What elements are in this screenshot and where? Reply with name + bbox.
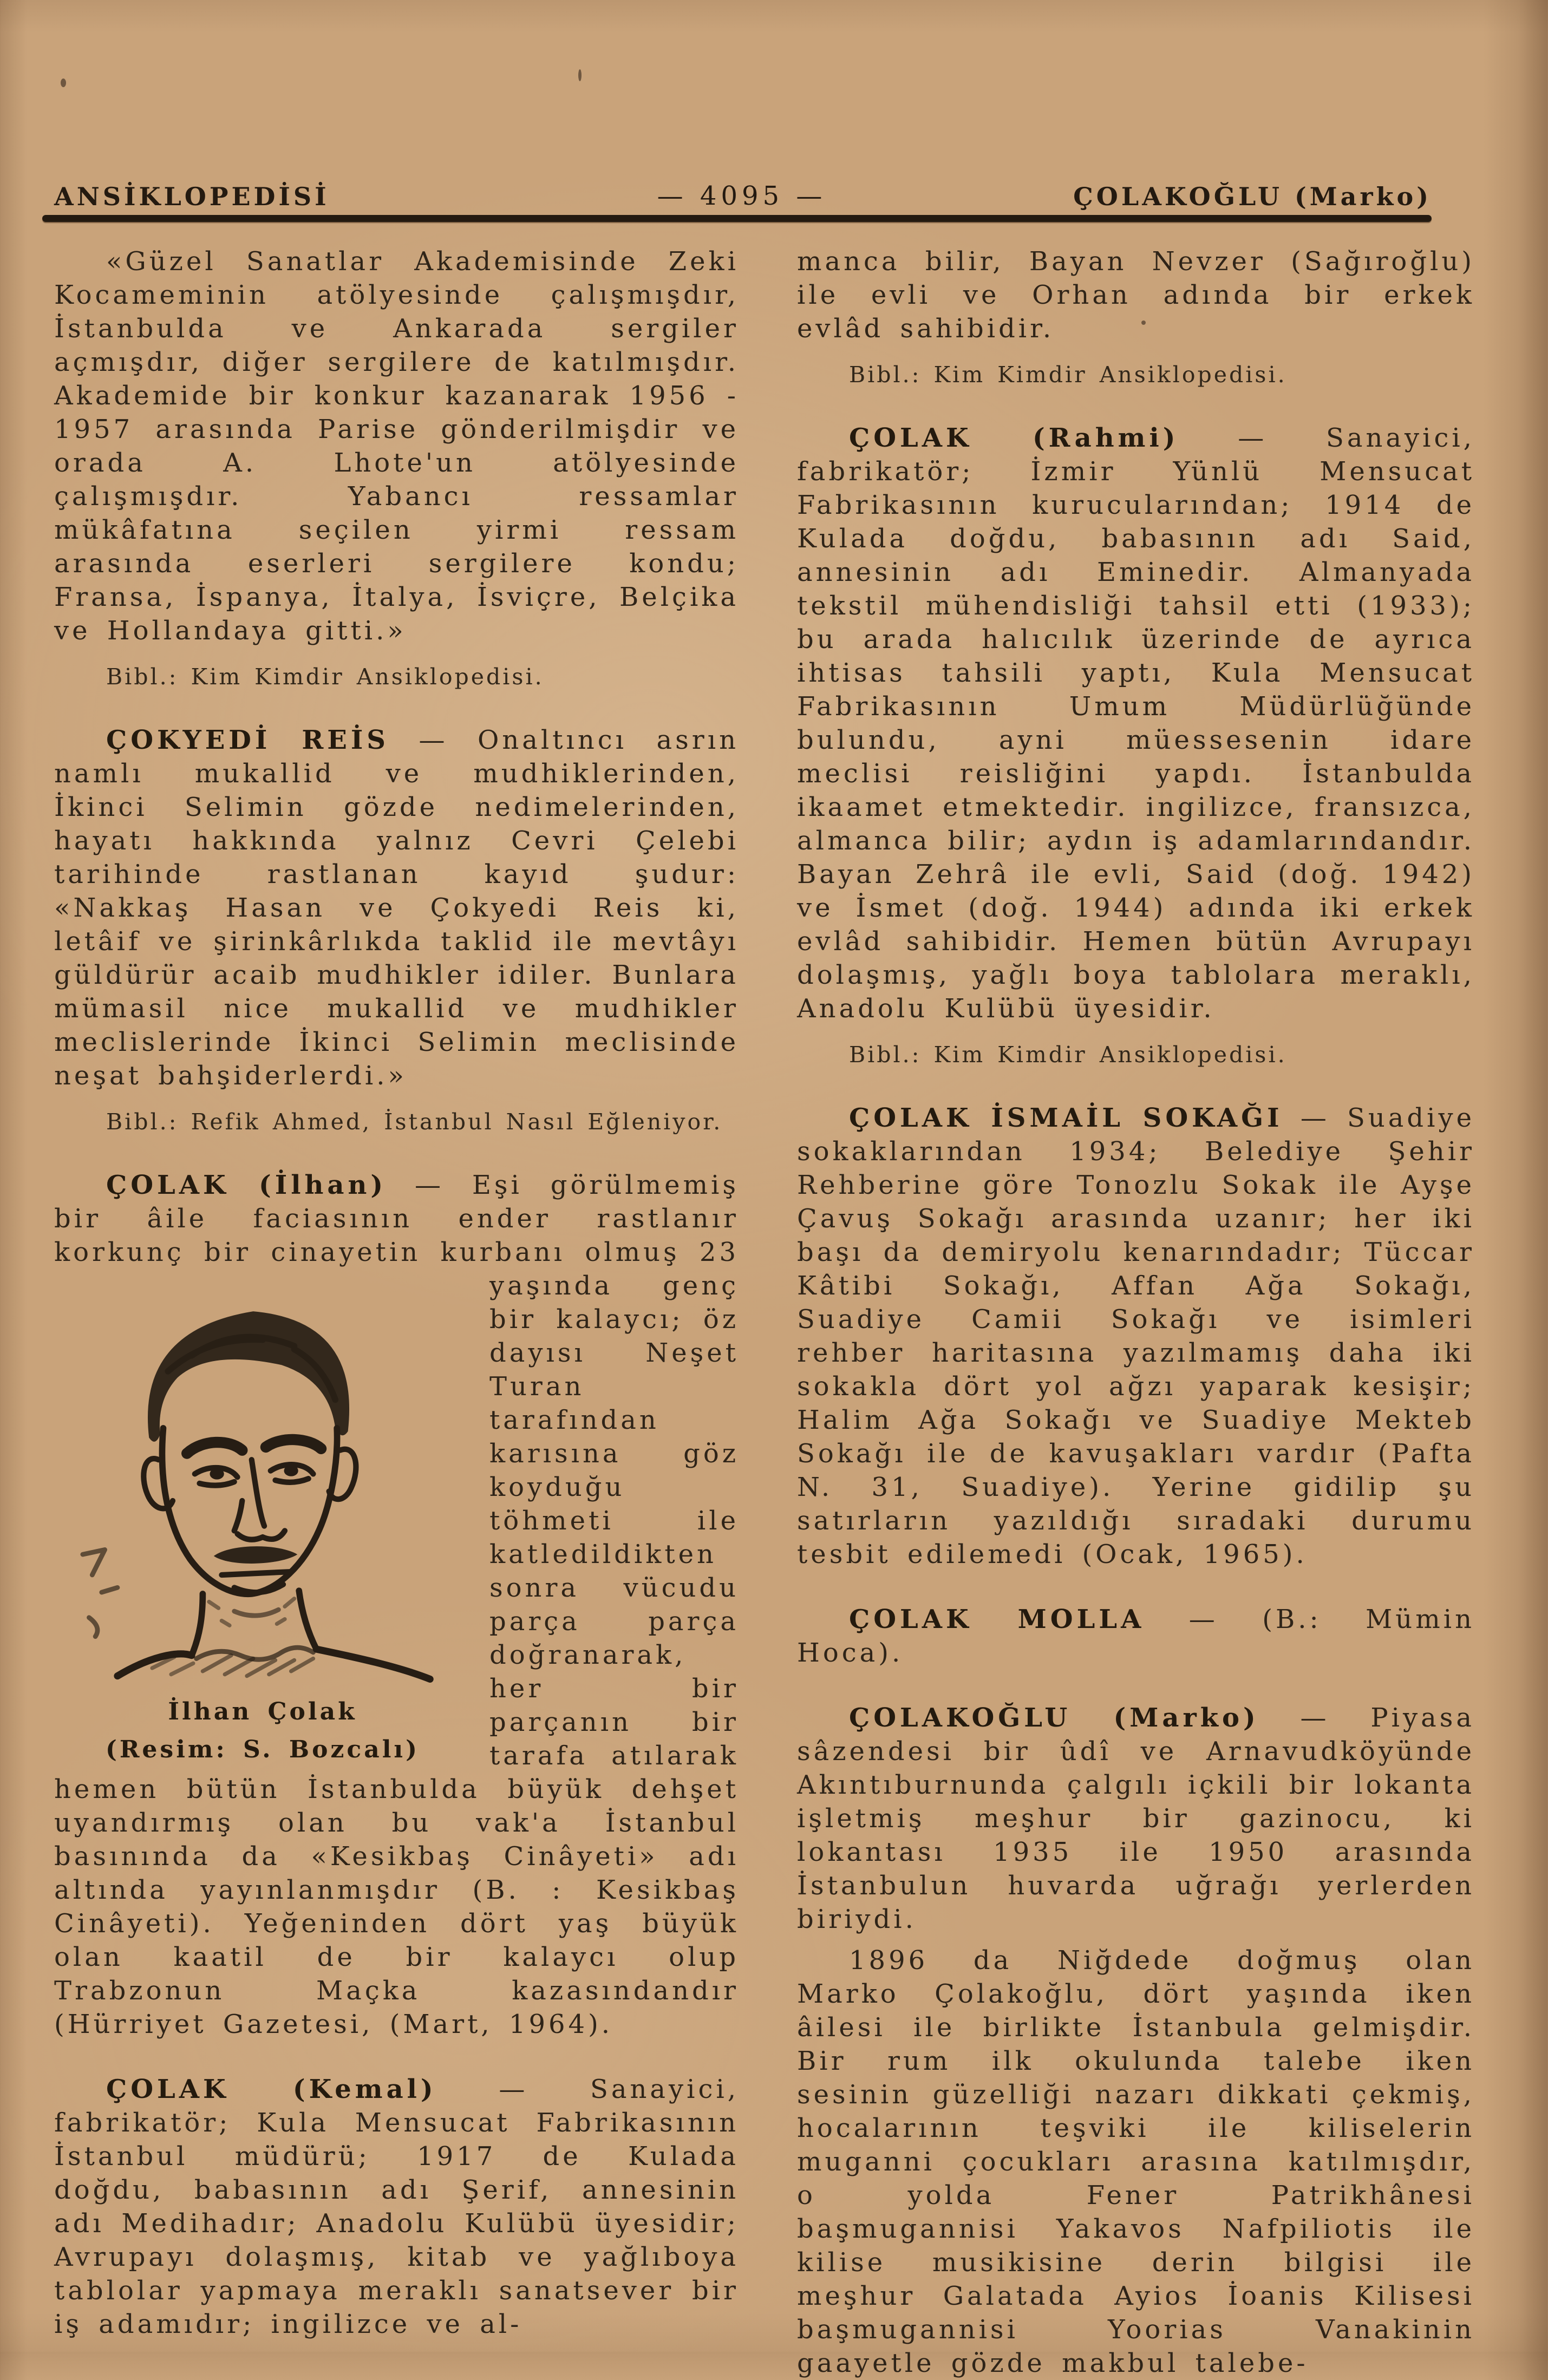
header-rule — [42, 215, 1432, 222]
portrait-face — [143, 1428, 356, 1625]
entry-heading: ÇOLAK İSMAİL SOKAĞI — [849, 1103, 1283, 1133]
column-left — [54, 245, 739, 2341]
portrait-caption-name: İlhan Çolak — [168, 1698, 357, 1725]
entry-text: — Eşi görülmemiş bir âile faciasının ender rastlanır korkunç bir cinayetin kurbanı olmuş 23 yaşında genç — [54, 1170, 740, 1301]
column-right — [797, 245, 1475, 2380]
entry-heading: ÇOLAK (İlhan) — [106, 1170, 387, 1200]
entry-text: — Sanayici, fabrikatör; İzmir Yünlü Mensucat Fabrikasının kurucularından; 1914 de Kulada doğdu, babasının adı Said, annesinin adı Eminedir. Almanyada tekstil mühendisliği tahsil etti (1933); bu arada halıcılık üzerinde de ayrıca ihtisas tahsili yaptı, Kula Mensucat Fabrikasının Umum Müdürlüğünde bulundu, ayni müessesenin idare meclisi reisliğini yapdı. İstanbulda ikaamet etmektedir. ingilizce, fransızca, almanca bilir; aydın iş adamlarındandır. Bayan Zehrâ ile evli, Said (doğ. 1942) ve İsmet (doğ. 1944) adında iki erkek evlâd sahibidir. Hemen bütün Avrupayı dolaşmış, yağlı boya tablolara meraklı, Anadolu Kulübü üyesidir. — [797, 423, 1475, 1024]
entry-colak-ismail-sokagi — [797, 1101, 1475, 1571]
entry-heading: ÇOLAK (Rahmi) — [849, 423, 1179, 453]
entry-text: — Sanayici, fabrikatör; Kula Mensucat Fabrikasının İstanbul müdürü; 1917 de Kulada doğdu, babasının adı Şerif, annesinin adı Medihadır; Anadolu Kulübü üyesidir; Avrupayı dolaşmış, kitab ve yağlıboya tablolar yapmaya meraklı sanatsever bir iş adamıdır; ingilizce ve al- — [54, 2074, 740, 2339]
entry-text: — Onaltıncı asrın namlı mukallid ve mudhiklerinden, İkinci Selimin gözde nedimelerinden, hayatı hakkında yalnız Cevri Çelebi tarihinde rastlanan kayıd şudur: «Nakkaş Hasan ve Çokyedi Reis ki, letâif ve şirinkârlıkda taklid ile mevtâyı güldürür acaib mudhikler idiler. Bunlara mümasil nice mukallid ve mudhikler meclislerinde İkinci Selimin meclisinde neşat bahşiderlerdi.» — [54, 725, 740, 1091]
bibl-reference-refik-ahmed: Bibl.: Refik Ahmed, İstanbul Nasıl Eğleniyor. — [106, 1109, 723, 1135]
portrait-hair — [148, 1311, 349, 1442]
entry-colak-kemal-continuation: manca bilir, Bayan Nevzer (Sağıroğlu) ile evli ve Orhan adında bir erkek evlâd sahibidir. — [797, 246, 1475, 344]
entry-colakoglu-marko-continued: 1896 da Niğdede doğmuş olan Marko Çolakoğlu, dört yaşında iken âilesi ile birlikte İstanbula gelmişdir. Bir rum ilk okulunda talebe iken sesinin güzelliği nazarı dikkati çekmiş, hocalarının teşviki ile kiliselerin muganni çocukları arasına katılmışdır, o yolda Fener Patrikhânesi başmugannisi Yakavos Nafpiliotis ile kilise musikisine derin bilgisi ile meşhur Galatada Ayios İoanis Kilisesi başmugannisi Yoorias Vanakinin gaayetle gözde makbul talebe- — [797, 1945, 1475, 2378]
header-page-number: — 4095 — — [657, 181, 827, 211]
portrait-stray-marks — [83, 1549, 117, 1636]
entry-colak-kemal — [54, 2072, 739, 2341]
header-title-left: ANSİKLOPEDİSİ — [54, 182, 330, 211]
entry-colak-ilhan — [54, 1168, 739, 2041]
entry-text: — Suadiye sokaklarından 1934; Belediye Şehir Rehberine göre Tonozlu Sokak ile Ayşe Çavuş Sokağı arasında uzanır; her iki başı da demiryolu kenarındadır; Tüccar Kâtibi Sokağı, Affan Ağa Sokağı, Suadiye Camii Sokağı ve isimleri rehber haritasına yazılmamış daha iki sokakla dört yol ağzı yaparak kesişir; Halim Ağa Sokağı ve Suadiye Mekteb Sokağı ile de kavuşakları vardır (Pafta N. 31, Suadiye). Yerine gidilip şu satırların yazıldığı sıradaki durumu tesbit edilemedi (Ocak, 1965). — [797, 1103, 1475, 1570]
entry-text-after-figure: bir kalaycı; öz dayısı Neşet Turan tarafından karısına göz koyduğu töhmeti ile katledildikten sonra vücudu parça parça doğranarak, her bir parçanın bir tarafa atılarak hemen bütün İstanbulda büyük dehşet uyandırmış olan bu vak'a İstanbul basınında da «Kesikbaş Cinâyeti» adı altında yayınlanmışdır (B. : Kesikbaş Cinâyeti). Yeğeninden dört yaş büyük olan kaatil de bir kalaycı olup Trabzonun Maçka kazasındandır (Hürriyet Gazetesi, (Mart, 1964). — [54, 1304, 739, 2039]
entry-colak-rahmi — [797, 421, 1475, 1025]
portrait-mustache — [214, 1546, 298, 1564]
ink-speck — [61, 79, 66, 87]
entry-continuation-zeki-kocamemi: «Güzel Sanatlar Akademisinde Zeki Kocameminin atölyesinde çalışmışdır, İstanbulda ve Ankarada sergiler açmışdır, diğer sergilere de katılmışdır. Akademide bir konkur kazanarak 1956 - 1957 arasında Parise gönderilmişdir ve orada A. Lhote'un atölyesinde çalışmışdır. Yabancı ressamlar mükâfatına seçilen yirmi ressam arasında eserleri sergilere kondu; Fransa, İspanya, İtalya, İsviçre, Belçika ve Hollandaya gitti.» — [54, 246, 739, 646]
entry-heading: ÇOLAK (Kemal) — [106, 2074, 437, 2104]
portrait-figure — [54, 1277, 471, 1764]
ilhan-colak-portrait-illustration — [57, 1277, 436, 1687]
entry-text: — (B.: Mümin Hoca). — [797, 1604, 1475, 1668]
entry-text: — Piyasa sâzendesi bir ûdî ve Arnavudköyünde Akıntıburnunda çalgılı içkili bir lokanta işletmiş meşhur bir gazinocu, ki lokantası 1935 ile 1950 arasında İstanbulun huvarda uğrağı yerlerden biriydi. — [797, 1703, 1475, 1934]
entry-heading: ÇOLAKOĞLU (Marko) — [849, 1703, 1259, 1733]
bibl-reference-kim-kimdir: Bibl.: Kim Kimdir Ansiklopedisi. — [106, 664, 544, 690]
entry-heading: ÇOKYEDİ REİS — [106, 725, 389, 755]
entry-colak-molla — [797, 1603, 1475, 1670]
bibl-reference-kim-kimdir: Bibl.: Kim Kimdir Ansiklopedisi. — [849, 362, 1287, 388]
portrait-neck-shoulders — [117, 1591, 430, 1679]
portrait-caption-credit: (Resim: S. Bozcalı) — [106, 1736, 420, 1763]
entry-cokyedi-reis — [54, 723, 739, 1093]
entry-colakoglu-marko — [797, 1701, 1475, 1936]
entry-heading: ÇOLAK MOLLA — [849, 1604, 1145, 1634]
ink-speck — [578, 69, 582, 81]
header-title-right: ÇOLAKOĞLU (Marko) — [1073, 182, 1432, 211]
bibl-reference-kim-kimdir: Bibl.: Kim Kimdir Ansiklopedisi. — [849, 1042, 1287, 1068]
